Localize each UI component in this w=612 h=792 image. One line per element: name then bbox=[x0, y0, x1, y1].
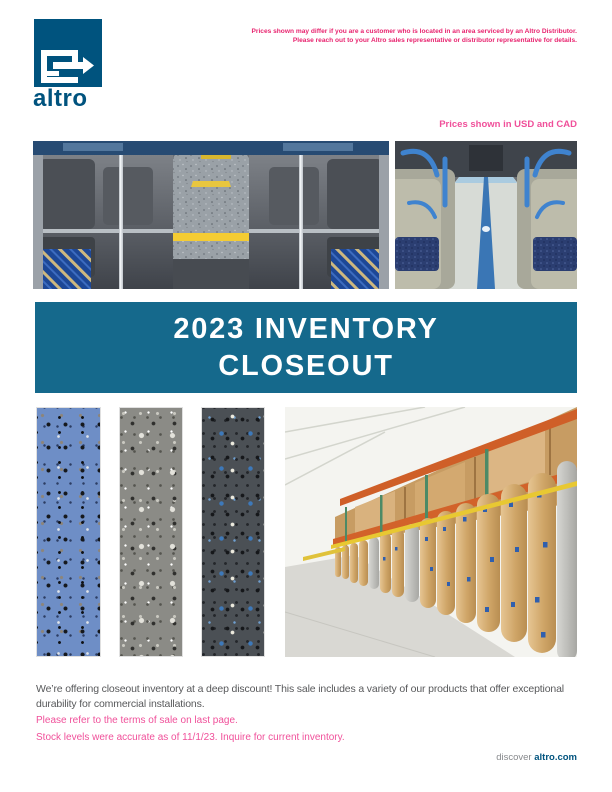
terms-note: Please refer to the terms of sale on last page. bbox=[36, 715, 238, 726]
currency-note: Prices shown in USD and CAD bbox=[439, 119, 577, 130]
site-link[interactable]: altro.com bbox=[534, 752, 577, 763]
price-disclaimer bbox=[247, 27, 577, 45]
swatch-charcoal-flooring bbox=[201, 407, 265, 657]
altro-logo bbox=[34, 19, 102, 87]
altro-wordmark: altro bbox=[33, 85, 88, 112]
photo-warehouse-rolls bbox=[285, 407, 577, 657]
closeout-banner bbox=[35, 302, 577, 393]
photo-transit-interior-blue bbox=[395, 141, 577, 289]
intro-paragraph: We’re offering closeout inventory at a deep discount! This sale includes a variety of our products that offer exceptional durability for commercial installations. bbox=[36, 682, 564, 710]
footer bbox=[496, 752, 577, 763]
swatch-blue-flooring bbox=[36, 407, 101, 657]
discover-label: discover bbox=[496, 752, 532, 763]
stock-note: Stock levels were accurate as of 11/1/23. Inquire for current inventory. bbox=[36, 732, 345, 743]
price-disclaimer-line2: Please reach out to your Altro sales representative or distributor representative for details. bbox=[292, 37, 577, 44]
banner-title-line2: CLOSEOUT bbox=[218, 350, 394, 382]
banner-title-line1: 2023 INVENTORY bbox=[173, 313, 439, 345]
price-disclaimer-line1: Prices shown may differ if you are a customer who is located in an area serviced by an Altro Distributor. bbox=[251, 28, 577, 35]
photo-transit-interior-gray bbox=[33, 141, 389, 289]
swatch-gray-flooring bbox=[119, 407, 183, 657]
